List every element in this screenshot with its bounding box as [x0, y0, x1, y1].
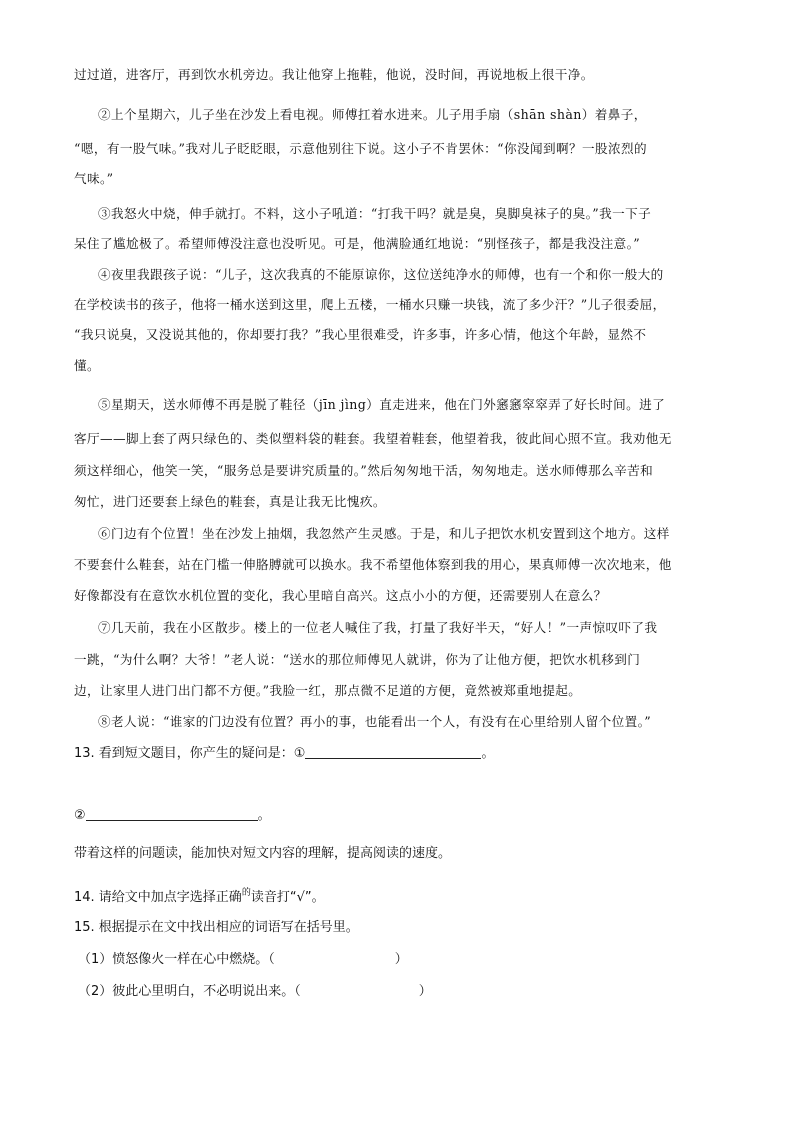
paragraph-2: ②上个星期六，儿子坐在沙发上看电视。师傅扛着水进来。儿子用手扇（shān shàn）着鼻子， — [98, 107, 647, 122]
question-15: 15. 根据提示在文中找出相应的词语写在括号里。 — [74, 920, 359, 935]
question-15-1 — [78, 951, 408, 969]
question-13-text: 13. 看到短文题目，你产生的疑问是：① — [74, 746, 306, 761]
paragraph-6: ⑥门边有个位置！坐在沙发上抽烟，我忽然产生灵感。于是，和儿子把饮水机安置到这个地方。这样 — [98, 526, 670, 541]
question-15-1-text: （1）愤怒像火一样在心中燃烧。（ — [78, 952, 275, 967]
passage-line: “我只说臭，又没说其他的，你却要打我？”我心里很难受，许多事，许多心情，他这个年龄，显然不 — [74, 327, 647, 342]
question-15-2-text: （2）彼此心里明白，不必明说出来。（ — [78, 984, 301, 999]
paragraph-4: ④夜里我跟孩子说：“儿子，这次我真的不能原谅你，这位送纯净水的师傅，也有一个和你一般大的 — [98, 267, 664, 282]
paragraph-5: ⑤星期天，送水师傅不再是脱了鞋径（jīn jìng）直走进来，他在门外窸窸窣窣弄了好长时间。进了 — [98, 397, 666, 412]
passage-line: 不要套什么鞋套，站在门槛一伸胳膊就可以换水。我不希望他体察到我的用心，果真师傅一次次地来，他 — [74, 557, 672, 572]
answer-blank-13-2[interactable] — [86, 806, 258, 821]
question-14-text-b: 读音打“√”。 — [250, 890, 325, 905]
passage-line: 匆忙，进门还要套上绿色的鞋套，真是让我无比愧疚。 — [74, 494, 386, 509]
question-13-note: 带着这样的问题读，能加快对短文内容的理解，提高阅读的速度。 — [74, 846, 452, 861]
answer-blank-13-1[interactable] — [305, 744, 481, 759]
passage-line: “嗯，有一股气味。”我对儿子眨眨眼，示意他别往下说。这小子不肯罢休：“你没闻到啊？一股浓烈的 — [74, 141, 647, 156]
question-13 — [74, 744, 494, 763]
paragraph-7: ⑦几天前，我在小区散步。楼上的一位老人喊住了我，打量了我好半天，“好人！”一声惊叹吓了我 — [98, 620, 658, 635]
passage-line: 气味。” — [74, 171, 114, 186]
passage-line: 在学校读书的孩子，他将一桶水送到这里，爬上五楼，一桶水只赚一块钱，流了多少汗？”儿子很委屈， — [74, 297, 666, 312]
question-14-superscript: 的 — [241, 888, 251, 898]
passage-line: 须这样细心，他笑一笑，“服务总是要讲究质量的。”然后匆匆地干活，匆匆地走。送水师傅那么辛苦和 — [74, 463, 654, 478]
passage-line: 懂。 — [74, 358, 100, 373]
passage-line: 过过道，进客厅，再到饮水机旁边。我让他穿上拖鞋，他说，没时间，再说地板上很干净。 — [74, 67, 594, 82]
question-13-end: 。 — [481, 746, 495, 761]
question-15-2-close: ） — [418, 984, 432, 999]
passage-line: 呆住了尴尬极了。希望师傅没注意也没听见。可是，他满脸通红地说：“别怪孩子，都是我没注意。” — [74, 236, 641, 251]
question-15-2 — [78, 983, 432, 1001]
paragraph-3: ③我怒火中烧，伸手就打。不料，这小子吼道：“打我干吗？就是臭，臭脚臭袜子的臭。”我一下子 — [98, 206, 652, 221]
question-13-2-end: 。 — [257, 808, 271, 823]
question-13-part-2 — [74, 806, 271, 825]
passage-line: 客厅——脚上套了两只绿色的、类似塑料袋的鞋套。我望着鞋套，他望着我，彼此间心照不宣。我劝他无 — [74, 431, 672, 446]
question-14-text-a: 14. 请给文中加点字选择正确 — [74, 890, 242, 905]
question-13-2-label: ② — [74, 808, 86, 823]
passage-line: 边，让家里人进门出门都不方便。”我脸一红，那点微不足道的方便，竟然被郑重地提起。 — [74, 683, 582, 698]
paragraph-8: ⑧老人说：“谁家的门边没有位置？再小的事，也能看出一个人，有没有在心里给别人留个位置。” — [98, 714, 652, 729]
passage-line: 好像都没有在意饮水机位置的变化，我心里暗自高兴。这点小小的方便，还需要别人在意么？ — [74, 588, 607, 603]
question-15-1-close: ） — [394, 952, 408, 967]
passage-line: 一跳，“为什么啊？大爷！”老人说：“送水的那位师傅见人就讲，你为了让他方便，把饮水机移到门 — [74, 652, 641, 667]
question-14 — [74, 884, 325, 907]
